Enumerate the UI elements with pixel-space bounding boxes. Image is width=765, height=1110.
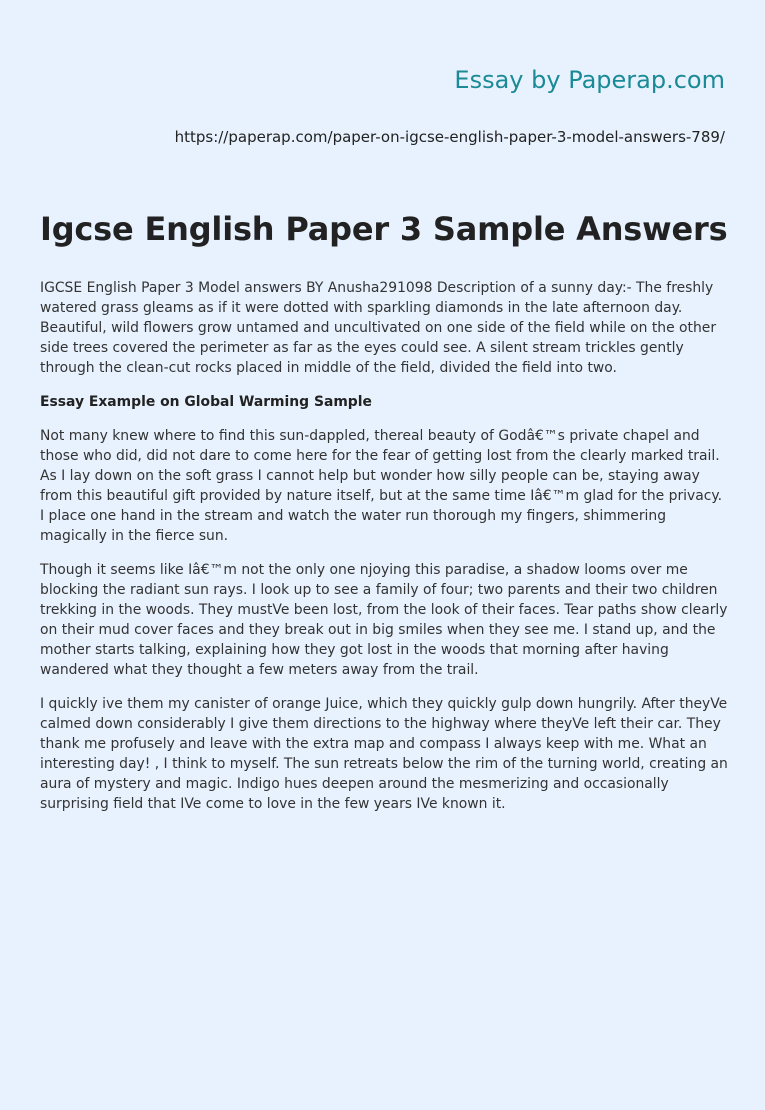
source-url[interactable]: https://paperap.com/paper-on-igcse-english-paper-3-model-answers-789/ [174,128,725,146]
essay-paragraph: Not many knew where to find this sun-dappled, thereal beauty of Godâ€™s private chapel and those who did, did not dare to come here for the fear of getting lost from the clearly marked trail. As I lay down on the soft grass I cannot help but wonder how silly people can be, staying away from this beautiful gift provided by nature itself, but at the same time Iâ€™m glad for the privacy. I place one hand in the stream and watch the water run thorough my fingers, shimmering magically in the fierce sun. [40,428,723,544]
essay-paragraph: IGCSE English Paper 3 Model answers BY Anusha291098 Description of a sunny day:- The freshly watered grass gleams as if it were dotted with sparkling diamonds in the late afternoon day. Beautiful, wild flowers grow untamed and uncultivated on one side of the field while on the other side trees covered the perimeter as far as the eyes could see. A silent stream trickles gently through the clean-cut rocks placed in middle of the field, divided the field into two. [40,280,717,376]
essay-body [40,278,730,828]
essay-title: Igcse English Paper 3 Sample Answers [40,210,728,248]
essay-paragraph: I quickly ive them my canister of orange Juice, which they quickly gulp down hungrily. After theyVe calmed down considerably I give them directions to the highway where theyVe left their car. They thank me profusely and leave with the extra map and compass I always keep with me. What an interesting day! , I think to myself. The sun retreats below the rim of the turning world, creating an aura of mystery and magic. Indigo hues deepen around the mesmerizing and occasionally surprising field that IVe come to love in the few years IVe known it. [40,696,728,812]
site-brand[interactable]: Essay by Paperap.com [454,66,725,94]
essay-subheading: Essay Example on Global Warming Sample [40,394,372,410]
essay-paragraph: Though it seems like Iâ€™m not the only one njoying this paradise, a shadow looms over me blocking the radiant sun rays. I look up to see a family of four; two parents and their two children trekking in the woods. They mustVe been lost, from the look of their faces. Tear paths show clearly on their mud cover faces and they break out in big smiles when they see me. I stand up, and the mother starts talking, explaining how they got lost in the woods that morning after having wandered what they thought a few meters away from the trail. [40,562,728,678]
